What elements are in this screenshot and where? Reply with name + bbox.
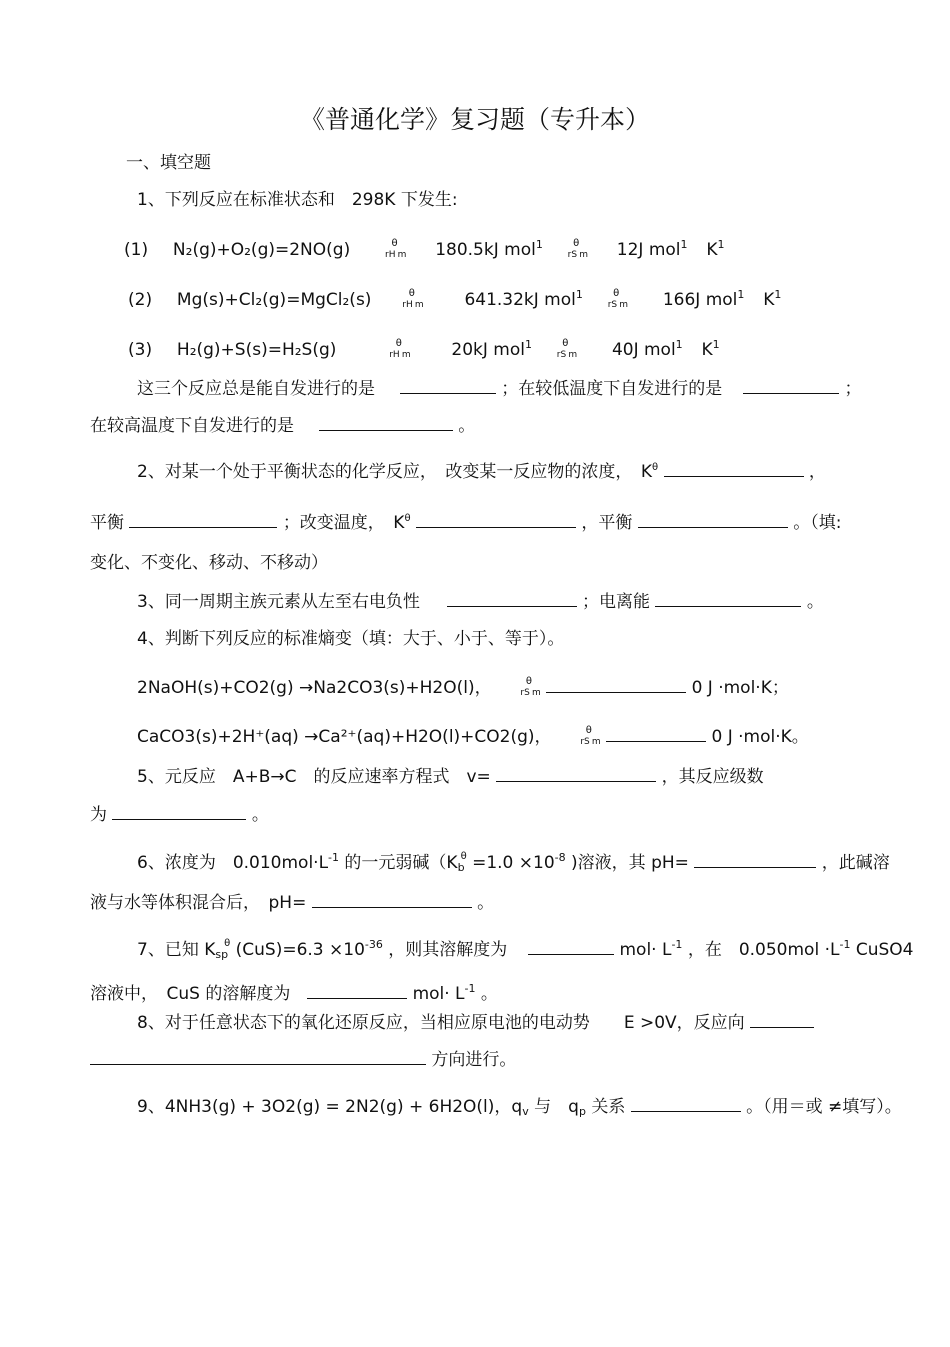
reaction-equation: H₂(g)+S(s)=H₂S(g) — [176, 340, 337, 360]
q5-line-2: 为 。 — [90, 805, 269, 825]
answer-blank[interactable] — [416, 511, 576, 528]
answer-blank[interactable] — [750, 1011, 814, 1028]
q4-intro: 4、判断下列反应的标准熵变（填：大于、小于、等于）。 — [137, 629, 565, 649]
answer-blank[interactable] — [664, 460, 804, 477]
answer-blank[interactable] — [496, 765, 656, 782]
q6-line-2: 液与水等体积混合后， pH= 。 — [90, 893, 495, 913]
q4-reaction-1: 2NaOH(s)+CO2(g) →Na2CO3(s)+H2O(l)， $rS^\theta m$ 0 J ·mol·K； — [137, 676, 789, 698]
q2-line-3: 变化、不变化、移动、不移动） — [90, 553, 328, 573]
answer-blank[interactable] — [307, 982, 407, 999]
q9-line: 9、4NH3(g) + 3O2(g) = 2N2(g) + 6H2O(l)，$q_v$ 与 $q_p$ 关系 。（用＝或 ≠填写）。 — [137, 1097, 902, 1118]
answer-blank[interactable] — [129, 511, 277, 528]
answer-blank[interactable] — [546, 676, 686, 693]
enthalpy-value: 20kJ mol — [451, 340, 525, 360]
q7-line-2: 溶液中， CuS 的溶解度为 $mol\cdot L^{-1}$ 。 — [90, 982, 498, 1004]
answer-blank[interactable] — [319, 414, 453, 431]
entropy-value: 12J mol — [616, 240, 681, 260]
q1-line-2: 在较高温度下自发进行的是 。 — [90, 416, 476, 436]
reaction-equation: Mg(s)+Cl₂(g)=MgCl₂(s) — [176, 290, 372, 310]
q2-line-2: 平衡 ；改变温度， $K^\theta$ ，平衡 。（填: — [90, 513, 842, 533]
q1-reaction-3: (3) H₂(g)+S(s)=H₂S(g) $rH^\theta m$ 20kJ mol$^1$ $rS^\theta m$ 40J mol$^1$ $K^1$ — [128, 338, 720, 360]
q3-line: 3、同一周期主族元素从左至右电负性 ；电离能 。 — [137, 592, 824, 612]
page-title: 《普通化学》复习题（专升本） — [299, 105, 650, 134]
q1-line-1: 这三个反应总是能自发进行的是 ；在较低温度下自发进行的是 ； — [137, 379, 862, 399]
answer-blank[interactable] — [606, 725, 706, 742]
answer-blank[interactable] — [743, 377, 839, 394]
enthalpy-value: 180.5kJ mol — [435, 240, 536, 260]
q1-reaction-1: (1) N₂(g)+O₂(g)=2NO(g) $rH^\theta m$ 180.5kJ mol$^1$ $rS^\theta m$ 12J mol$^1$ $K^1$ — [124, 238, 725, 260]
answer-blank[interactable] — [528, 938, 614, 955]
enthalpy-value: 641.32kJ mol — [464, 290, 576, 310]
q1-intro: 1、下列反应在标准状态和 298K 下发生: — [137, 190, 458, 210]
q2-line-1: 2、对某一个处于平衡状态的化学反应， 改变某一反应物的浓度， $K^\theta$ ， — [137, 462, 826, 482]
answer-blank[interactable] — [400, 377, 496, 394]
answer-blank[interactable] — [655, 590, 801, 607]
q6-line-1: 6、浓度为 $0.010mol\cdot L^{-1}$ 的一元弱碱（$K_b^\theta =1.0 \times 10^{-8}$ )溶液，其 pH= ，此碱溶 — [137, 851, 890, 874]
q5-line-1: 5、元反应 A+B→C 的反应速率方程式 v= ，其反应级数 — [137, 767, 764, 787]
answer-blank[interactable] — [90, 1048, 426, 1065]
answer-blank[interactable] — [694, 851, 816, 868]
reaction-number: (2) — [128, 290, 153, 310]
q7-line-1: 7、已知 $K_{sp}^\theta$ $(CuS)=6.3 \times 10^{-36}$ ，则其溶解度为 $mol\cdot L^{-1}$ ，在 $0.050mol \cdot L^{-1}$ CuSO4 — [137, 938, 914, 961]
reaction-number: (1) — [124, 240, 149, 260]
q1-reaction-2: (2) Mg(s)+Cl₂(g)=MgCl₂(s) $rH^\theta m$ 641.32kJ mol$^1$ $rS^\theta m$ 166J mol$^1$ $K^1$ — [128, 288, 782, 310]
answer-blank[interactable] — [112, 803, 246, 820]
answer-blank[interactable] — [631, 1095, 741, 1112]
answer-blank[interactable] — [638, 511, 788, 528]
reaction-number: (3) — [128, 340, 153, 360]
q8-line-2: 方向进行。 — [90, 1048, 516, 1071]
answer-blank[interactable] — [447, 590, 577, 607]
q4-reaction-2: CaCO3(s)+2H⁺(aq) →Ca²⁺(aq)+H2O(l)+CO2(g)， $rS^\theta m$ 0 J ·mol·K。 — [137, 725, 809, 747]
section-heading: 一、填空题 — [126, 153, 211, 173]
answer-blank[interactable] — [312, 891, 472, 908]
reaction-equation: N₂(g)+O₂(g)=2NO(g) — [172, 240, 351, 260]
q8-line-1: 8、对于任意状态下的氧化还原反应，当相应原电池的电动势 E >0V，反应向 — [137, 1011, 814, 1034]
entropy-value: 166J mol — [662, 290, 738, 310]
entropy-value: 40J mol — [611, 340, 676, 360]
